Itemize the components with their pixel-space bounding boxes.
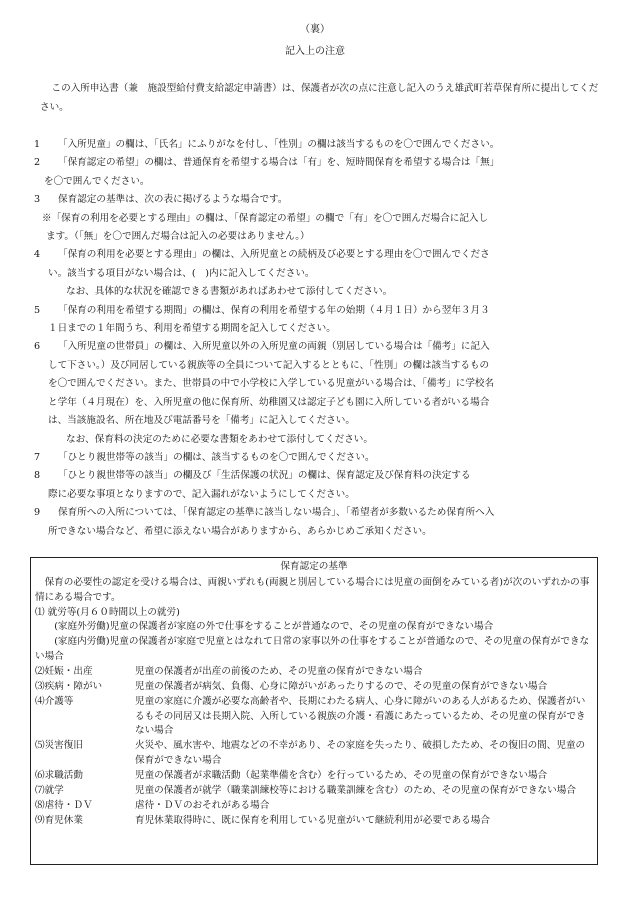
note-line: 「入所児童の世帯員」の欄は、入所児童以外の入所児童の両親（別居している場合は「備考」に記入 — [58, 341, 490, 353]
note-number: 3 — [34, 194, 41, 206]
note-item — [34, 136, 604, 154]
note-number: 9 — [34, 507, 41, 519]
criteria-label: ⑹求職活動 — [35, 770, 83, 782]
note-line: は、当該施設名、所在地及び電話番号を「備考」に記入してください。 — [48, 415, 355, 427]
note-item — [34, 338, 604, 448]
criteria-desc: 児童の保護者が出産の前後のため、その児童の保育ができない場合 — [135, 666, 423, 678]
note-line: 「保育の利用を希望する期間」の欄は、保育の利用を希望する年の始期（４月１日）から翌年３月３ — [58, 304, 490, 316]
criteria-label: ⑸災害復旧 — [35, 740, 83, 752]
criteria-item — [35, 814, 593, 829]
criteria-label: ⑷介護等 — [35, 695, 74, 707]
criteria-item — [35, 695, 593, 740]
note-item — [34, 210, 604, 247]
criteria-item — [35, 680, 593, 695]
criteria-desc: 児童の保護者が求職活動（起業準備を含む）を行っているため、その児童の保育ができない場合 — [135, 770, 548, 782]
criteria-label: ⑵妊娠・出産 — [35, 666, 93, 678]
criteria-label: ⑼育児休業 — [35, 814, 83, 826]
criteria-title: 保育認定の基準 — [280, 561, 348, 572]
criteria-desc: 火災や、風水害や、地震などの不幸があり、その家庭を失ったり、破損したため、その復旧の間、児童の保育ができない場合 — [135, 740, 586, 767]
note-line: 「ひとり親世帯等の該当」の欄は、該当するものを〇で囲んでください。 — [58, 451, 375, 463]
note-line: 保育認定の基準は、次の表に掲げるような場合です。 — [58, 194, 288, 206]
notes-list — [34, 136, 604, 541]
note-line: 「ひとり親世帯等の該当」の欄及び「生活保護の状況」の欄は、保育認定及び保育料の決定する — [58, 470, 471, 482]
criteria-desc: 児童の保護者が就学（職業訓練校等における職業訓練を含む）のため、その児童の保育ができない場合 — [135, 784, 576, 796]
criteria-desc: 虐待・ＤＶのおそれがある場合 — [135, 799, 270, 811]
note-line: １日までの１年間うち、利用を希望する期間を記入してください。 — [48, 323, 336, 335]
note-line: い。該当する項目がない場合は、( )内に記入してください。 — [48, 267, 315, 279]
criteria-label: ⑶疾病・障がい — [35, 680, 103, 692]
criteria-desc: 児童の家庭に介護が必要な高齢者や、長期にわたる病人、心身に障がいのある人があるため、保護者がいるもその同居又は長期入院、入所している親族の介護・看護にあたっているため、その児童の保育ができない場合 — [135, 695, 586, 737]
note-line: 「入所児童」の欄は、「氏名」にふりがなを付し、「性別」の欄は該当するものを〇で囲んでください。 — [58, 139, 500, 150]
back-side-label: （裏） — [300, 24, 330, 35]
criteria-item — [35, 665, 593, 680]
criteria-item — [35, 799, 593, 814]
note-number: 4 — [34, 249, 41, 261]
note-item — [34, 302, 604, 339]
note-number: 8 — [34, 470, 41, 482]
criteria-item — [35, 739, 593, 769]
note-item — [34, 449, 604, 467]
intro-paragraph: この入所申込書（兼 施設型給付費支給認定申請書）は、保護者が次の点に注意し記入のうえ雄武町若草保育所に提出してください。 — [40, 83, 599, 113]
note-line: を〇で囲んでください。 — [44, 175, 150, 187]
criteria-desc: (家庭内労働)児童の保護者が家庭で児童とはなれて日常の家事以外の仕事をすることが普通なので、その児童の保育ができない場合 — [35, 636, 590, 663]
note-number: 2 — [34, 157, 41, 169]
criteria-label: ⑴ 就労等(月６０時間以上の就労) — [35, 606, 180, 618]
note-number: 5 — [34, 304, 41, 316]
note-line: ※「保育の利用を必要とする理由」の欄は、「保育認定の希望」の欄で「有」を〇で囲んだ場合に記入し — [42, 212, 489, 224]
note-item — [34, 154, 604, 191]
criteria-item — [35, 606, 593, 665]
criteria-label: ⑻虐待・ＤＶ — [35, 799, 93, 811]
note-item — [34, 467, 604, 504]
note-line: 際に必要な事項となりますので、記入漏れがないようにしてください。 — [48, 488, 355, 500]
note-line: なお、具体的な状況を確認できる書類があればあわせて添付してください。 — [66, 286, 393, 298]
note-number: 6 — [34, 341, 41, 353]
note-line: なお、保育料の決定のために必要な書類をあわせて添付してください。 — [66, 433, 373, 445]
criteria-desc: 児童の保護者が病気、負傷、心身に障がいがあったりするので、その児童の保育ができない場合 — [135, 680, 548, 692]
note-line: して下さい。）及び同居している親族等の全員について記入するとともに、「性別」の欄は該当するもの — [48, 359, 490, 371]
criteria-item — [35, 769, 593, 784]
note-line: ます。（「無」を〇で囲んだ場合は記入の必要はありません。） — [46, 231, 310, 243]
note-number: 7 — [34, 451, 41, 463]
note-line: 「保育の利用を必要とする理由」の欄は、入所児童との続柄及び必要とする理由を〇で囲んでくださ — [58, 249, 490, 261]
note-line: 「保育認定の希望」の欄は、普通保育を希望する場合は「有」を、短時間保育を希望する場合は「無」 — [58, 157, 500, 169]
note-line: 保育所への入所については、「保育認定の基準に該当しない場合」、「希望者が多数いるため保育所へ入 — [58, 507, 495, 519]
criteria-item — [35, 784, 593, 799]
criteria-desc: (家庭外労働)児童の保護者が家庭の外で仕事をすることが普通なので、その児童の保育ができない場合 — [54, 621, 494, 633]
note-line: を〇で囲んでください。また、世帯員の中で小学校に入学している児童がいる場合は、「備考」に学校名 — [48, 378, 495, 390]
note-item — [34, 246, 604, 301]
note-item — [34, 191, 604, 209]
note-number: 1 — [34, 139, 41, 150]
note-item — [34, 504, 604, 541]
criteria-desc: 育児休業取得時に、既に保育を利用している児童がいて継続利用が必要である場合 — [135, 814, 490, 826]
note-line: と学年（４月現在）を、入所児童の他に保育所、幼稚園又は認定子ども園に入所している者がいる場合 — [48, 396, 490, 408]
criteria-intro: 保育の必要性の認定を受ける場合は、両親いずれも(両親と別居している場合には児童の面倒をみている者)が次のいずれかの事情にある場合です。 — [35, 576, 590, 603]
note-line: 所できない場合など、希望に添えない場合がありますから、あらかじめご承知ください。 — [48, 525, 432, 537]
page-title: 記入上の注意 — [285, 46, 345, 57]
criteria-box — [30, 557, 598, 865]
criteria-label: ⑺就学 — [35, 784, 64, 796]
